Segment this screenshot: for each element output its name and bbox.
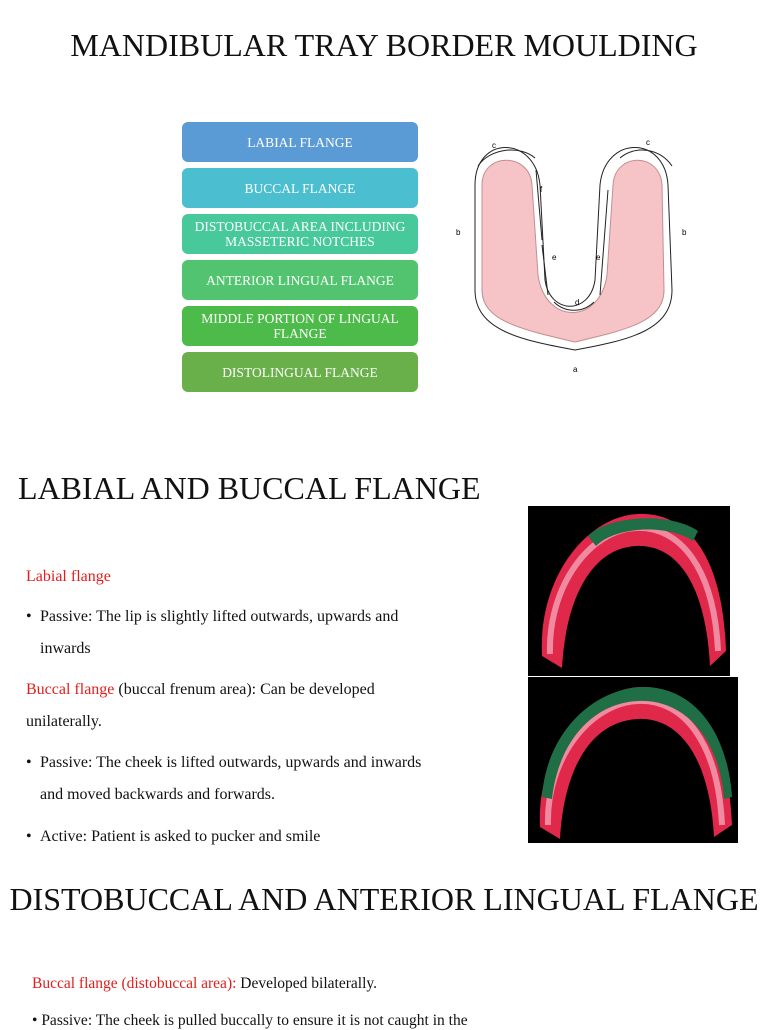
bullet-dot: • bbox=[26, 828, 32, 845]
tray-body bbox=[482, 160, 664, 342]
bullet-text: Passive: The lip is slightly lifted outwards, upwards and bbox=[40, 608, 399, 625]
bullet-distobuccal-passive bbox=[32, 1012, 468, 1030]
distobuccal-heading: Buccal flange (distobuccal area): bbox=[32, 975, 237, 992]
labial-flange-heading: Labial flange bbox=[26, 568, 111, 585]
label-e-right: e bbox=[596, 253, 601, 262]
flange-anterior-lingual bbox=[182, 260, 418, 300]
label-a: a bbox=[573, 365, 578, 374]
flange-label: ANTERIOR LINGUAL FLANGE bbox=[206, 272, 394, 288]
section-title-labial-buccal: LABIAL AND BUCCAL FLANGE bbox=[18, 470, 481, 506]
label-f: f bbox=[540, 185, 543, 194]
flange-labial bbox=[182, 122, 418, 162]
bullet-dot: • bbox=[32, 1012, 38, 1029]
buccal-flange-desc: (buccal frenum area): Can be developed bbox=[114, 681, 375, 698]
label-c-right: c bbox=[646, 138, 650, 147]
distobuccal-line bbox=[32, 975, 377, 993]
flange-label: DISTOBUCCAL AREA INCLUDING MASSETERIC NOTCHES bbox=[194, 219, 406, 249]
page-title: MANDIBULAR TRAY BORDER MOULDING bbox=[70, 27, 698, 63]
flange-label: LABIAL FLANGE bbox=[247, 134, 353, 150]
tray-photo-2-image bbox=[528, 677, 738, 843]
flange-label: DISTOLINGUAL FLANGE bbox=[222, 364, 378, 380]
label-d: d bbox=[575, 298, 580, 307]
flange-middle-lingual bbox=[182, 306, 418, 346]
flange-label: MIDDLE PORTION OF LINGUAL FLANGE bbox=[201, 311, 399, 341]
bullet-text: Passive: The cheek is pulled buccally to ensure it is not caught in the bbox=[41, 1012, 468, 1029]
bullet-text: Active: Patient is asked to pucker and smile bbox=[40, 828, 321, 845]
flange-buccal bbox=[182, 168, 418, 208]
section-title-distobuccal: DISTOBUCCAL AND ANTERIOR LINGUAL FLANGE bbox=[9, 881, 759, 917]
bullet-text: Passive: The cheek is lifted outwards, upwards and inwards bbox=[40, 754, 422, 771]
tray-photo-2 bbox=[528, 677, 738, 843]
bullet-buccal-passive bbox=[26, 747, 506, 811]
bullet-text: and moved backwards and forwards. bbox=[40, 786, 276, 803]
bullet-buccal-active bbox=[26, 821, 486, 853]
bullet-text: inwards bbox=[40, 640, 91, 657]
buccal-flange-heading: Buccal flange bbox=[26, 681, 115, 698]
distobuccal-desc: Developed bilaterally. bbox=[236, 975, 377, 992]
label-b-left: b bbox=[456, 228, 461, 237]
flange-distobuccal bbox=[182, 214, 418, 254]
tray-photo-1 bbox=[528, 506, 730, 676]
mandibular-tray-diagram bbox=[450, 130, 700, 380]
label-b-right: b bbox=[682, 228, 687, 237]
buccal-flange-line bbox=[26, 674, 375, 706]
arrow-e-left bbox=[542, 245, 548, 295]
label-e-left: e bbox=[552, 253, 557, 262]
tray-photo-1-image bbox=[528, 506, 730, 676]
flange-distolingual bbox=[182, 352, 418, 392]
bullet-labial-passive bbox=[26, 601, 486, 665]
bullet-dot: • bbox=[26, 608, 32, 625]
flange-label: BUCCAL FLANGE bbox=[244, 180, 356, 196]
bullet-dot: • bbox=[26, 754, 32, 771]
buccal-flange-desc-line2: unilaterally. bbox=[26, 713, 102, 730]
label-c-left: c bbox=[492, 141, 496, 150]
